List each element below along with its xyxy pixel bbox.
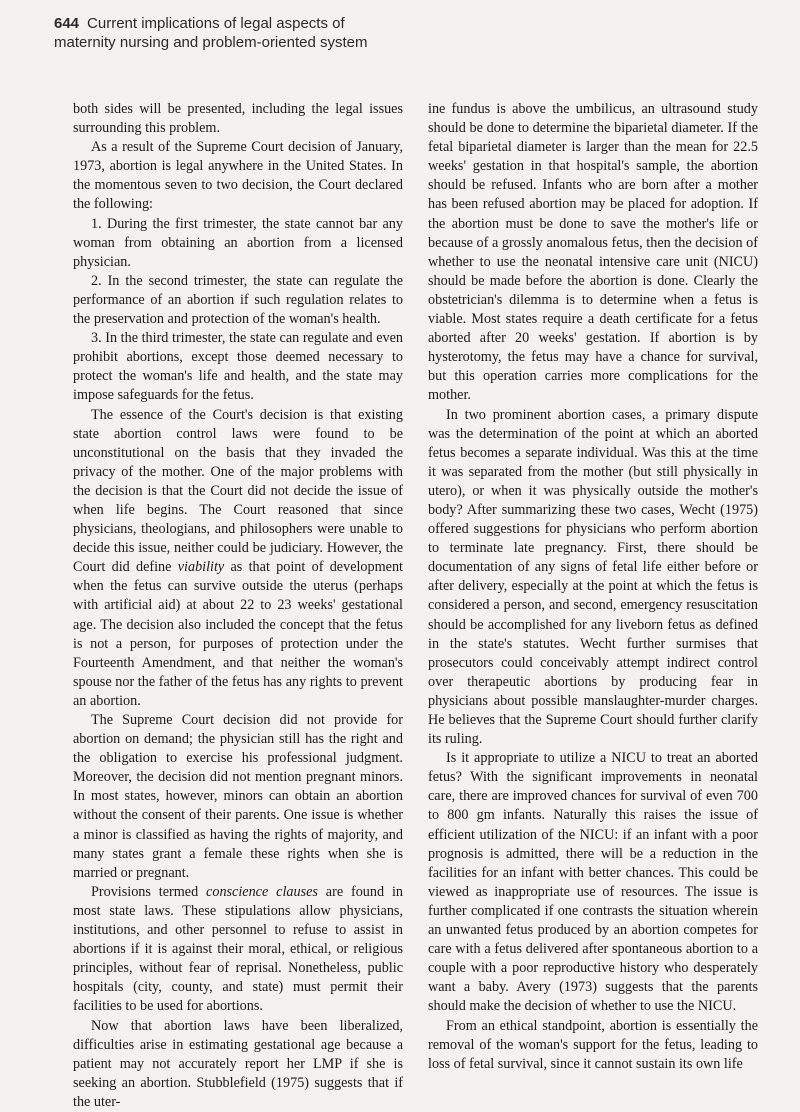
- header-title-line1: Current implications of legal aspects of: [87, 15, 345, 32]
- paragraph: ine fundus is above the umbilicus, an ultrasound study should be done to determine the biparietal diameter. If the fetal biparietal diameter is larger than the mean for 22.5 weeks' gestation in that hospital's sample, the abortion should be refused. Infants who are born after a mother has been refused abortion may be placed for adoption. If the abortion must be done to save the mother's life or because of a grossly anomalous fetus, then the decision of whether to use the neonatal intensive care unit (NICU) should be made before the abortion is done. Clearly the obstetrician's dilemma is to determine when a fetus is viable. Most states require a death certificate for a fetus aborted after 20 weeks' gestation. If abortion is by hysterotomy, the fetus may have a chance for survival, but this operation carries more complications for the mother.: [428, 101, 758, 404]
- emphasis-term: viability: [177, 559, 225, 576]
- text-run: as that point of development when the fetus can survive outside the uterus (perhaps with artificial aid) at about 22 to 23 weeks' gestational age. The decision also included the concept that the fetus is not a person, for purposes of protection under the Fourteenth Amendment, and that neither the woman's spouse nor the father of the fetus has any rights to prevent an abortion.: [73, 559, 403, 709]
- paragraph: Is it appropriate to utilize a NICU to treat an aborted fetus? With the significant improvements in neonatal care, there are improved chances for survival of even 700 to 800 gm infants. Naturally this raises the issue of efficient utilization of the NICU: if an infant with a poor prognosis is admitted, there will be a reduction in the facilities for an infant with better chances. This could be viewed as inappropriate use of resources. The issue is further complicated if one contrasts the situation wherein an unwanted fetus produced by an abortion competes for care with a fetus delivered after spontaneous abortion to a couple with a poor reproductive history who desperately want a baby. Avery (1973) suggests that the parents should make the decision of whether to use the NICU.: [428, 750, 758, 1015]
- paragraph: In two prominent abortion cases, a primary dispute was the determination of the point at which an aborted fetus becomes a separate individual. Was this at the time it was separated from the mother (but still physically in utero), or when it was physically outside the mother's body? After summarizing these two cases, Wecht (1975) offered suggestions for physicians who perform abortion to terminate late pregnancy. First, there should be documentation of any signs of fetal life either before or after delivery, especially at the point at which the fetus is considered a person, and second, emergency resuscitation should be accomplished for any liveborn fetus as defined in the state's statutes. Wecht further surmises that prosecutors could conceivably attempt indirect control over therapeutic abortions by producing fear in physicians about possible manslaughter-murder charges. He believes that the Supreme Court should further clarify its ruling.: [428, 406, 758, 748]
- paragraph: [73, 406, 403, 712]
- right-column: [428, 100, 758, 1074]
- running-header: [54, 14, 754, 52]
- text-run: The essence of the Court's decision is that existing state abortion control laws were found to be unconstitutional on the basis that they invaded the privacy of the mother. One of the major problems with the decision is that the Court did not decide the issue of when life begins. The Court reasoned that since physicians, theologians, and philosophers were unable to decide this issue, neither could be judiciary. However, the Court did define: [73, 406, 403, 576]
- text-run: Provisions termed: [91, 883, 207, 900]
- paragraph: The Supreme Court decision did not provide for abortion on demand; the physician still has the right and the obligation to exercise his professional judgment. Moreover, the decision did not mention pregnant minors. In most states, however, minors can obtain an abortion without the consent of their parents. One issue is whether a minor is classified as having the rights of majority, and many states grant a female these rights when she is married or pregnant.: [73, 712, 403, 881]
- list-item: 2. In the second trimester, the state can regulate the performance of an abortion if such regulation relates to the preservation and protection of the woman's health.: [73, 272, 403, 328]
- page-number: 644: [54, 15, 80, 32]
- paragraph: From an ethical standpoint, abortion is essentially the removal of the woman's support for the fetus, leading to loss of fetal survival, since it cannot sustain its own life: [428, 1017, 758, 1072]
- paragraph: [73, 883, 403, 1017]
- emphasis-term: conscience clauses: [206, 883, 318, 900]
- header-title-line2: maternity nursing and problem-oriented system: [54, 34, 368, 51]
- list-item: 1. During the first trimester, the state cannot bar any woman from obtaining an abortion from a licensed physician.: [73, 215, 403, 270]
- list-item: 3. In the third trimester, the state can regulate and even prohibit abortions, except those deemed necessary to protect the woman's life and health, and the state may impose safeguards for the fetus.: [73, 330, 403, 404]
- paragraph: As a result of the Supreme Court decision of January, 1973, abortion is legal anywhere in the United States. In the momentous seven to two decision, the Court declared the following:: [73, 139, 403, 213]
- text-run: are found in most state laws. These stipulations allow physicians, institutions, and other personnel to refuse to assist in abortions if it is against their moral, ethical, or religious principles, without fear of reprisal. Nonetheless, public hospitals (city, county, and state) must permit their facilities to be used for abortions.: [73, 883, 403, 1015]
- paragraph: both sides will be presented, including the legal issues surrounding this problem.: [73, 101, 403, 137]
- paragraph: Now that abortion laws have been liberalized, difficulties arise in estimating gestational age because a patient may not accurately report her LMP if she is seeking an abortion. Stubblefield (1975) suggests that if the uter-: [73, 1017, 403, 1110]
- left-column: [73, 100, 403, 1112]
